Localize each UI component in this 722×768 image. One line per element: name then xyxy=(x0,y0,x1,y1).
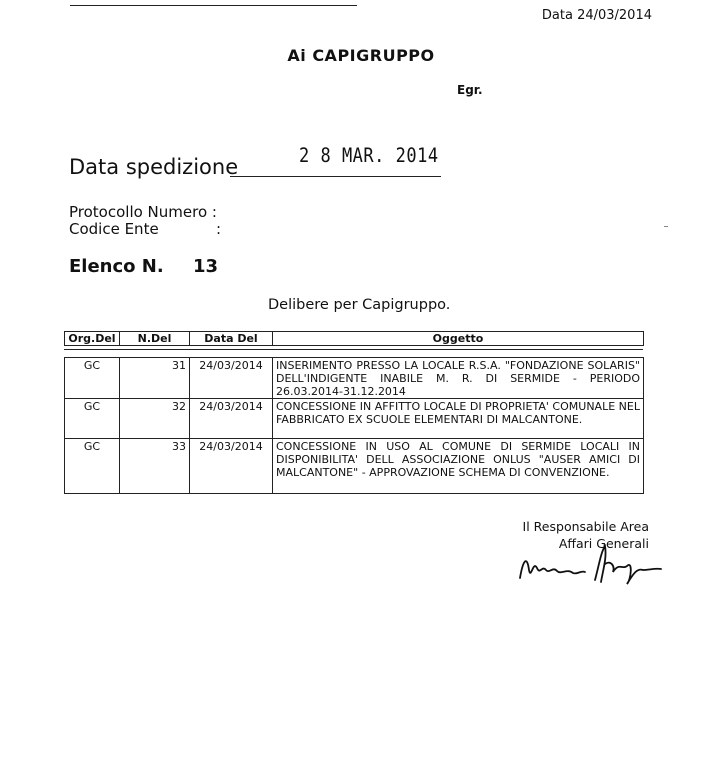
handwritten-signature xyxy=(515,540,665,585)
cell-n-del: 31 xyxy=(120,358,190,399)
codice-ente-label: Codice Ente xyxy=(69,220,159,238)
egr-label: Egr. xyxy=(457,83,483,97)
spedizione-underline xyxy=(230,176,441,177)
delibere-table xyxy=(64,357,644,494)
cell-org-del: GC xyxy=(65,439,120,494)
top-rule xyxy=(70,5,357,6)
table-subtitle: Delibere per Capigruppo. xyxy=(268,297,451,313)
elenco-number: 13 xyxy=(193,256,219,277)
column-header-oggetto: Oggetto xyxy=(273,332,644,346)
header-separator xyxy=(64,349,643,350)
page-title: Ai CAPIGRUPPO xyxy=(287,46,435,65)
cell-org-del: GC xyxy=(65,358,120,399)
column-header-data-del: Data Del xyxy=(190,332,273,346)
responsabile-title: Il Responsabile Area xyxy=(522,519,649,534)
codice-ente-colon: : xyxy=(216,220,222,238)
table-row xyxy=(65,358,644,399)
table-row xyxy=(65,399,644,439)
cell-oggetto: CONCESSIONE IN AFFITTO LOCALE DI PROPRIETA' COMUNALE NEL FABBRICATO EX SCUOLE ELEMENTARI DI MALCANTONE. xyxy=(273,399,644,439)
responsabile-area: Affari Generali xyxy=(558,536,649,551)
cell-data-del: 24/03/2014 xyxy=(190,399,273,439)
column-header-n-del: N.Del xyxy=(120,332,190,346)
protocollo-numero-label: Protocollo Numero : xyxy=(69,203,217,221)
data-spedizione-label: Data spedizione xyxy=(69,155,239,179)
elenco-label: Elenco N. xyxy=(69,256,164,277)
cell-data-del: 24/03/2014 xyxy=(190,358,273,399)
cell-oggetto: CONCESSIONE IN USO AL COMUNE DI SERMIDE LOCALI IN DISPONIBILITA' DELL ASSOCIAZIONE ONLUS "AUSER AMICI DI MALCANTONE" - APPROVAZIONE SCHEMA DI CONVENZIONE. xyxy=(273,439,644,494)
document-date: Data 24/03/2014 xyxy=(541,8,652,23)
spedizione-stamp-date: 2 8 MAR. 2014 xyxy=(299,144,439,168)
margin-mark xyxy=(664,226,668,227)
cell-n-del: 33 xyxy=(120,439,190,494)
table-header xyxy=(64,331,644,346)
cell-oggetto: INSERIMENTO PRESSO LA LOCALE R.S.A. "FONDAZIONE SOLARIS" DELL'INDIGENTE INABILE M. R. DI SERMIDE - PERIODO 26.03.2014-31.12.2014 xyxy=(273,358,644,399)
column-header-org-del: Org.Del xyxy=(65,332,120,346)
cell-org-del: GC xyxy=(65,399,120,439)
cell-data-del: 24/03/2014 xyxy=(190,439,273,494)
cell-n-del: 32 xyxy=(120,399,190,439)
table-row xyxy=(65,439,644,494)
